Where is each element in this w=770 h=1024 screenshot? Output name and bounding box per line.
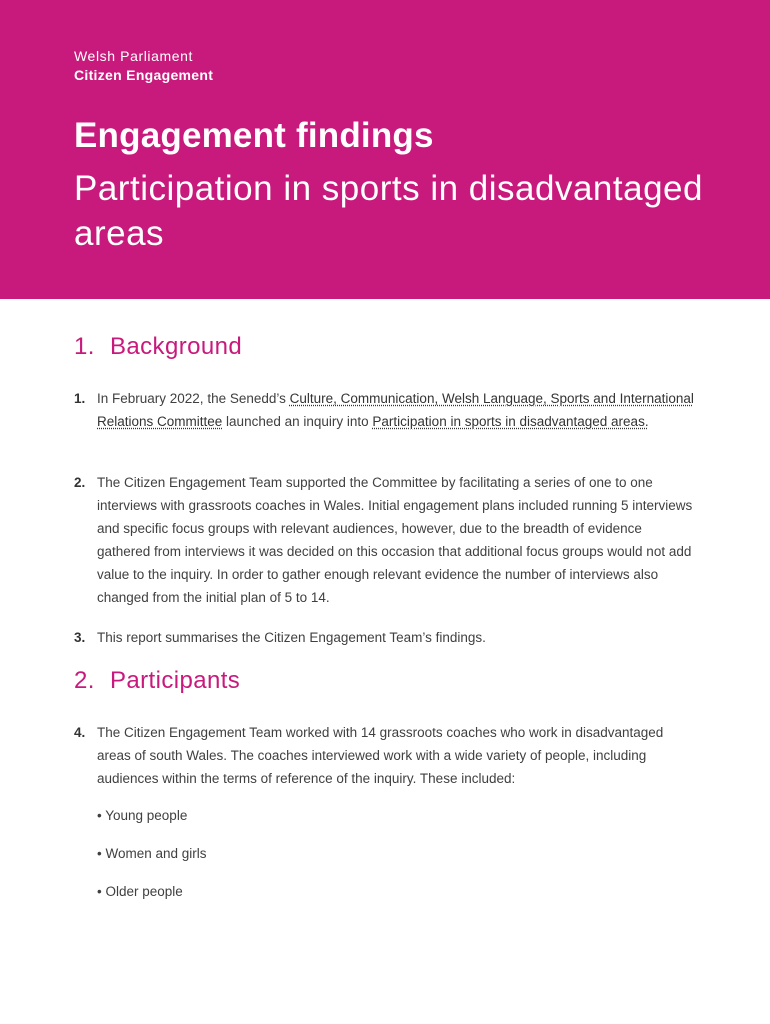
paragraph-number: 1. <box>74 391 86 406</box>
paragraph-text: The Citizen Engagement Team worked with 14 grassroots coaches who work in disadvantaged areas of south Wales. The coaches interviewed work with a wide variety of people, including audiences within the terms of reference of the inquiry. These included: <box>97 725 664 786</box>
document-title: Engagement findings <box>74 116 434 155</box>
paragraph-text-part: In February 2022, the Senedd’s <box>97 391 290 406</box>
section-title: Background <box>110 333 243 360</box>
committee-link[interactable]: Culture, Communication, Welsh Language, Sports and International Relations Committee <box>97 391 694 429</box>
paragraph-text: This report summarises the Citizen Engagement Team’s findings. <box>97 630 486 645</box>
org-department: Citizen Engagement <box>74 67 214 83</box>
document-subtitle: Participation in sports in disadvantaged areas <box>74 169 703 253</box>
list-item: • Older people <box>97 884 183 899</box>
paragraph-text-part: launched an inquiry into <box>222 414 373 429</box>
header-banner <box>0 0 770 299</box>
paragraph-number: 4. <box>74 725 86 740</box>
section-title: Participants <box>110 667 241 694</box>
inquiry-link[interactable]: Participation in sports in disadvantaged areas. <box>372 414 649 429</box>
section-heading-background <box>74 333 242 361</box>
section-number: 1. <box>74 333 95 360</box>
section-number: 2. <box>74 667 95 694</box>
paragraph-4 <box>74 721 694 790</box>
paragraph-3 <box>74 626 694 649</box>
org-name: Welsh Parliament <box>74 48 194 64</box>
paragraph-text: The Citizen Engagement Team supported the Committee by facilitating a series of one to one interviews with grassroots coaches in Wales. Initial engagement plans included running 5 interviews and specific focus groups with relevant audiences, however, due to the breadth of evidence gathered from interviews it was decided on this occasion that additional focus groups would not add value to the inquiry. In order to gather enough relevant evidence the number of interviews also changed from the initial plan of 5 to 14. <box>97 475 693 605</box>
paragraph-number: 3. <box>74 630 86 645</box>
section-heading-participants <box>74 667 240 695</box>
paragraph-text <box>97 387 694 433</box>
list-item: • Women and girls <box>97 846 207 861</box>
paragraph-1 <box>74 387 694 433</box>
paragraph-2 <box>74 471 694 609</box>
paragraph-number: 2. <box>74 475 86 490</box>
list-item: • Young people <box>97 808 188 823</box>
